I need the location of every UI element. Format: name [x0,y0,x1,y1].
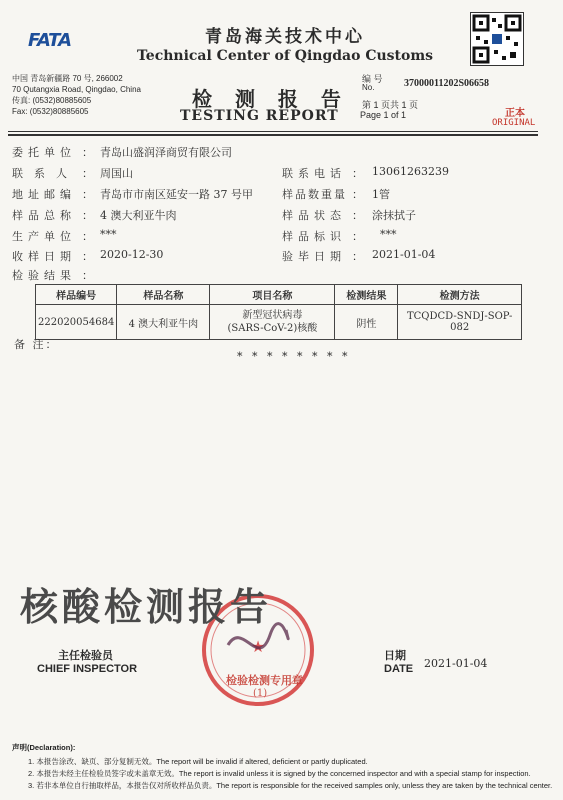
declaration-line-2: 2. 本报告未经主任检验员签字或未盖章无效。The report is invalid unless it is signed by the concerned inspector and with a special stamp for inspection. [28,769,531,778]
results-table [35,284,522,340]
table-row [36,305,522,340]
seal-number: (1) [253,688,268,699]
col-sample-no: 样品编号 [36,285,117,305]
fax-en: Fax: (0532)80885605 [12,107,89,116]
client-value: 青岛山盛润泽商贸有限公司 [100,146,232,159]
report-number: 37000011202S06658 [404,78,490,89]
qr-code-icon [470,12,524,66]
sample-name-value: 4 澳大利亚牛肉 [100,209,177,222]
address-cn: 中国 青岛新疆路 70 号, 266002 [12,74,123,83]
inspector-label-cn: 主任检验员 [58,649,113,662]
cell-item-name: 新型冠状病毒 (SARS-CoV-2)核酸 [210,305,335,340]
sample-name-label: 样品总称 [12,209,76,222]
original-en: ORIGINAL [492,118,536,128]
page-en: Page 1 of 1 [360,110,407,120]
declaration-line-1: 1. 本报告涂改、缺页、部分复制无效。The report will be invalid if altered, deficient or partly duplicated. [28,757,368,766]
sample-state-label: 样品状态 [282,209,346,222]
report-title-cn: 检 测 报 告 [192,87,349,111]
col-method: 检测方法 [398,285,522,305]
sample-mark-label: 样品标识 [282,230,346,243]
inspector-label-en: CHIEF INSPECTOR [37,663,138,675]
center-title-cn: 青岛海关技术中心 [205,27,365,47]
svg-text:★: ★ [250,637,266,656]
completed-date-value: 2021-01-04 [372,248,436,261]
sign-date-value: 2021-01-04 [424,657,488,670]
header-divider-bold [8,134,538,136]
overlay-title: 核酸检测报告 [20,585,273,629]
date-label-cn: 日期 [384,649,406,662]
contact-value: 周国山 [100,167,133,180]
cell-method: TCQDCD-SNDJ-SOP-082 [398,305,522,340]
producer-value: *** [100,228,117,241]
address-label: 地址邮编 [12,188,76,201]
sample-mark-value: *** [380,228,397,241]
cell-sample-name: 4 澳大利亚牛肉 [117,305,210,340]
col-sample-name: 样品名称 [117,285,210,305]
cell-sample-no: 222020054684 [36,305,117,340]
header-divider [8,131,538,132]
no-label-en: No. [362,83,375,92]
page-cn: 第 1 页共 1 页 [362,100,419,110]
report-title-en: TESTING REPORT [180,108,339,124]
phone-label: 联系电话 [282,167,346,180]
quantity-value: 1管 [372,188,390,201]
phone-value: 13061263239 [372,165,449,178]
fata-logo: FATA [28,30,71,51]
cell-result: 阴性 [335,305,398,340]
center-title-en: Technical Center of Qingdao Customs [136,48,434,64]
address-value: 青岛市市南区延安一路 37 号甲 [100,188,253,201]
address-en: 70 Qutangxia Road, Qingdao, China [12,85,141,94]
table-header-row [36,285,522,305]
date-label-en: DATE [384,663,414,675]
end-stars: * * * * * * * * [237,350,351,363]
client-label: 委托单位 [12,146,76,159]
producer-label: 生产单位 [12,230,76,243]
no-label-cn: 编 号 [362,74,383,84]
completed-date-label: 验毕日期 [282,250,346,263]
seal-text: 检验检测专用章 [226,674,303,687]
remarks-label: 备 注： [14,338,59,351]
sample-state-value: 涂抹拭子 [372,209,416,222]
received-date-value: 2020-12-30 [100,248,164,261]
fax-cn: 传真: (0532)80885605 [12,96,92,105]
col-item-name: 项目名称 [210,285,335,305]
declaration-line-3: 3. 若非本单位自行抽取样品，本报告仅对所收样品负责。The report is responsible for the received samples only, unless they are taken by the technical center. [28,781,553,790]
contact-label: 联系人 [12,167,78,180]
received-date-label: 收样日期 [12,250,76,263]
quantity-label: 样品数重量 [282,188,347,201]
declaration-title: 声明(Declaration): [12,743,76,752]
original-cn: 正本 [505,108,525,119]
result-label: 检验结果 [12,269,76,282]
col-result: 检测结果 [335,285,398,305]
